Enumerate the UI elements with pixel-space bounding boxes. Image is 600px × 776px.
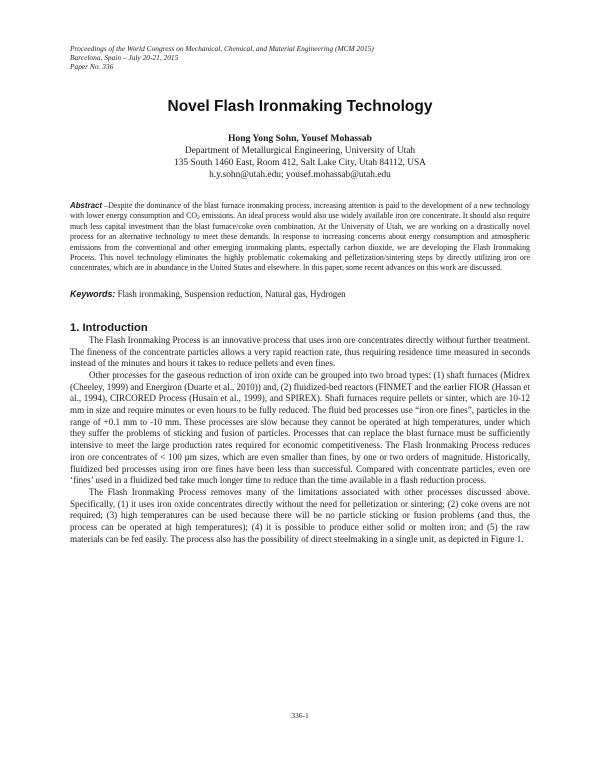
- keywords: [70, 289, 530, 299]
- affiliation-email: h.y.sohn@utah.edu; yousef.mohassab@utah.edu: [209, 170, 391, 180]
- affiliation-address: 135 South 1460 East, Room 412, Salt Lake City, Utah 84112, USA: [174, 158, 426, 168]
- abstract: [70, 201, 530, 274]
- keywords-text: Flash ironmaking, Suspension reduction, Natural gas, Hydrogen: [115, 288, 346, 299]
- header-paper-number: Paper No. 336: [70, 62, 114, 71]
- header-conference: Proceedings of the World Congress on Mechanical, Chemical, and Material Engineering (MCM 2015): [70, 44, 374, 53]
- intro-paragraph-1: The Flash Ironmaking Process is an innovative process that uses iron ore concentrates directly without further treatment. The fineness of the concentrate particles allows a very rapid reaction rate, thus requiring residence time measured in seconds instead of the minutes and hours it takes to reduce pellets and even fines.: [70, 334, 530, 369]
- page-number: 336-1: [291, 711, 309, 720]
- affiliation-department: Department of Metallurgical Engineering, University of Utah: [184, 146, 416, 156]
- header-location-date: Barcelona, Spain – July 20-21, 2015: [70, 53, 179, 62]
- paper-title: Novel Flash Ironmaking Technology: [167, 98, 433, 115]
- co2-subscript: 2: [197, 215, 200, 222]
- affiliation-block: [70, 145, 530, 181]
- abstract-text-start: –Despite the dominance of the blast furnace ironmaking process, increasing attention is paid to the development of a new technology with lower energy consumption and CO: [70, 201, 530, 221]
- section-heading-introduction: 1. Introduction: [70, 321, 148, 334]
- abstract-label: Abstract: [70, 201, 103, 210]
- keywords-label: Keywords:: [70, 288, 116, 299]
- proceedings-header: [70, 44, 530, 71]
- intro-paragraph-2: Other processes for the gaseous reduction of iron oxide can be grouped into two broad types: (1) shaft furnaces (Midrex (Cheeley, 1999) and Energiron (Duarte et al., 2010)) and, (2) fluidized-bed reactors (FINMET and the earlier FIOR (Hassan et al., 1994), CIRCORED Process (Husain et al., 1999), and SPIREX). Shaft furnaces require pellets or sinter, which are 10-12 mm in size and require minutes or even hours to be fully reduced. The fluid bed processes use “iron ore fines”, particles in the range of +0.1 mm to -10 mm. These processes are slow because they cannot be operated at high temperatures, under which they suffer the problems of sticking and fusion of particles. Processes that can replace the blast furnace must be sufficiently intensive to meet the large production rates required for economic competitiveness. The Flash Ironmaking Process reduces iron ore concentrates of < 100 µm sizes, which are even smaller than fines, by one or two orders of magnitude. Historically, fluidized bed processes using iron ore fines have been less than successful. Compared with concentrate particles, even ore ‘fines’ used in a fluidized bed take much longer time to reduce than the time available in a flash reduction process.: [70, 369, 530, 486]
- abstract-text-end: emissions. An ideal process would also use widely available iron ore concentrate. It should also require much less capital investment than the blast furnace/coke oven combination. At the University of Utah, we are working on a drastically novel process for an alternative technology to meet these demands. In response to increasing concerns about energy consumption and atmospheric emissions from the conventional and other emerging ironmaking plants, especially carbon dioxide, we are developing the Flash Ironmaking Process. This novel technology eliminates the highly problematic cokemaking and pelletization/sintering steps by directly utilizing iron ore concentrates, which are in abundance in the United States and elsewhere. In this paper, some recent advances on this work are discussed.: [70, 211, 530, 273]
- paper-authors: Hong Yong Sohn, Yousef Mohassab: [227, 133, 373, 144]
- intro-paragraph-3: The Flash Ironmaking Process removes many of the limitations associated with other processes discussed above. Specifically, (1) it uses iron oxide concentrates directly without the need for pelletization or sintering; (2) coke ovens are not required; (3) high temperatures can be used because there will be no particle sticking or fusion problems (and thus, the process can be operated at high temperatures); (4) it is possible to produce either solid or molten iron; and (5) the raw materials can be fed easily. The process also has the possibility of direct steelmaking in a single unit, as depicted in Figure 1.: [70, 486, 530, 544]
